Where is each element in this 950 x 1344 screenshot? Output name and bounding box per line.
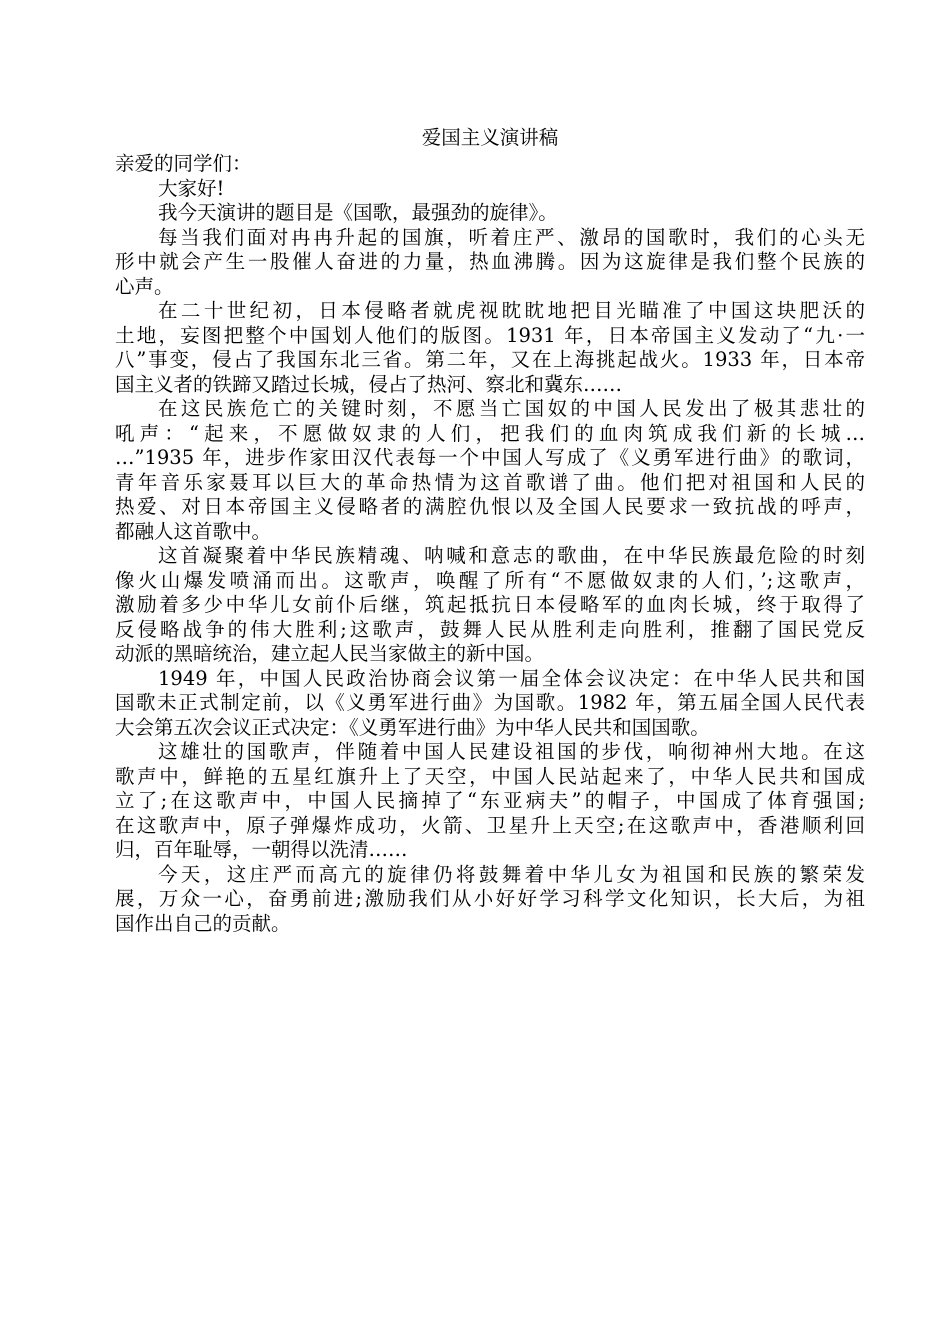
text-line: 动派的黑暗统治，建立起人民当家做主的新中国。 bbox=[115, 642, 545, 665]
text-line: 在二十世纪初，日本侵略者就虎视眈眈地把目光瞄准了中国这块肥沃的 bbox=[158, 299, 865, 322]
text-line: 大会第五次会议正式决定：《义勇军进行曲》为中华人民共和国国歌。 bbox=[115, 715, 710, 739]
text-line: 国作出自己的贡献。 bbox=[115, 911, 291, 935]
text-line: …”1935 年，进步作家田汉代表每一个中国人写成了《义勇军进行曲》的歌词， bbox=[115, 446, 865, 469]
text-line: 国歌未正式制定前，以《义勇军进行曲》为国歌。1982 年，第五届全国人民代表 bbox=[115, 691, 865, 714]
text-line: 这首凝聚着中华民族精魂、呐喊和意志的歌曲，在中华民族最危险的时刻 bbox=[158, 544, 865, 567]
text-line: 八”事变，侵占了我国东北三省。第二年，又在上海挑起战火。1933 年，日本帝 bbox=[115, 348, 865, 371]
text-line: 激励着多少中华儿女前仆后继，筑起抵抗日本侵略军的血肉长城，终于取得了 bbox=[115, 593, 865, 616]
document-page bbox=[115, 124, 865, 936]
text-line: 今天，这庄严而高亢的旋律仍将鼓舞着中华儿女为祖国和民族的繁荣发 bbox=[158, 862, 865, 886]
text-line: 心声。 bbox=[115, 274, 174, 298]
text-line: 在这歌声中，原子弹爆炸成功，火箭、卫星升上天空;在这歌声中，香港顺利回 bbox=[115, 813, 865, 837]
text-line: 亲爱的同学们： bbox=[115, 152, 252, 175]
text-line: 反侵略战争的伟大胜利;这歌声，鼓舞人民从胜利走向胜利，推翻了国民党反 bbox=[115, 617, 865, 641]
text-line: 这雄壮的国歌声，伴随着中国人民建设祖国的步伐，响彻神州大地。在这 bbox=[158, 740, 865, 763]
text-line: 国主义者的铁蹄又踏过长城，侵占了热河、察北和冀东…… bbox=[115, 372, 623, 396]
text-line: 大家好! bbox=[158, 176, 225, 200]
document-title: 爱国主义演讲稿 bbox=[421, 126, 559, 149]
text-line: 土地，妄图把整个中国划人他们的版图。1931 年，日本帝国主义发动了“九·一 bbox=[115, 323, 865, 347]
text-line: 都融人这首歌中。 bbox=[115, 519, 272, 543]
text-line: 1949 年，中国人民政治协商会议第一届全体会议决定：在中华人民共和国 bbox=[158, 666, 865, 690]
document-body bbox=[115, 152, 865, 936]
text-line: 形中就会产生一股催人奋进的力量，热血沸腾。因为这旋律是我们整个民族的 bbox=[115, 250, 865, 273]
text-line: 歌声中，鲜艳的五星红旗升上了天空，中国人民站起来了，中华人民共和国成 bbox=[115, 764, 865, 788]
text-line: 在这民族危亡的关键时刻，不愿当亡国奴的中国人民发出了极其悲壮的 bbox=[158, 397, 865, 420]
text-line: 归，百年耻辱，一朝得以洗清…… bbox=[115, 838, 408, 861]
text-line: 每当我们面对冉冉升起的国旗，听着庄严、激昂的国歌时，我们的心头无 bbox=[158, 225, 865, 249]
text-line: 青年音乐家聂耳以巨大的革命热情为这首歌谱了曲。他们把对祖国和人民的 bbox=[115, 470, 865, 494]
text-line: 立了;在这歌声中，中国人民摘掉了“东亚病夫”的帽子，中国成了体育强国; bbox=[115, 789, 865, 812]
text-line: 展，万众一心，奋勇前进;激励我们从小好好学习科学文化知识，长大后，为祖 bbox=[115, 887, 865, 910]
text-line: 热爱、对日本帝国主义侵略者的满腔仇恨以及全国人民要求一致抗战的呼声， bbox=[115, 495, 865, 518]
text-line: 像火山爆发喷涌而出。这歌声，唤醒了所有“不愿做奴隶的人们，’;这歌声， bbox=[115, 568, 865, 592]
text-line: 我今天演讲的题目是《国歌，最强劲的旋律》。 bbox=[158, 201, 558, 224]
text-line: 吼声：“起来，不愿做奴隶的人们，把我们的血肉筑成我们新的长城… bbox=[115, 421, 865, 445]
